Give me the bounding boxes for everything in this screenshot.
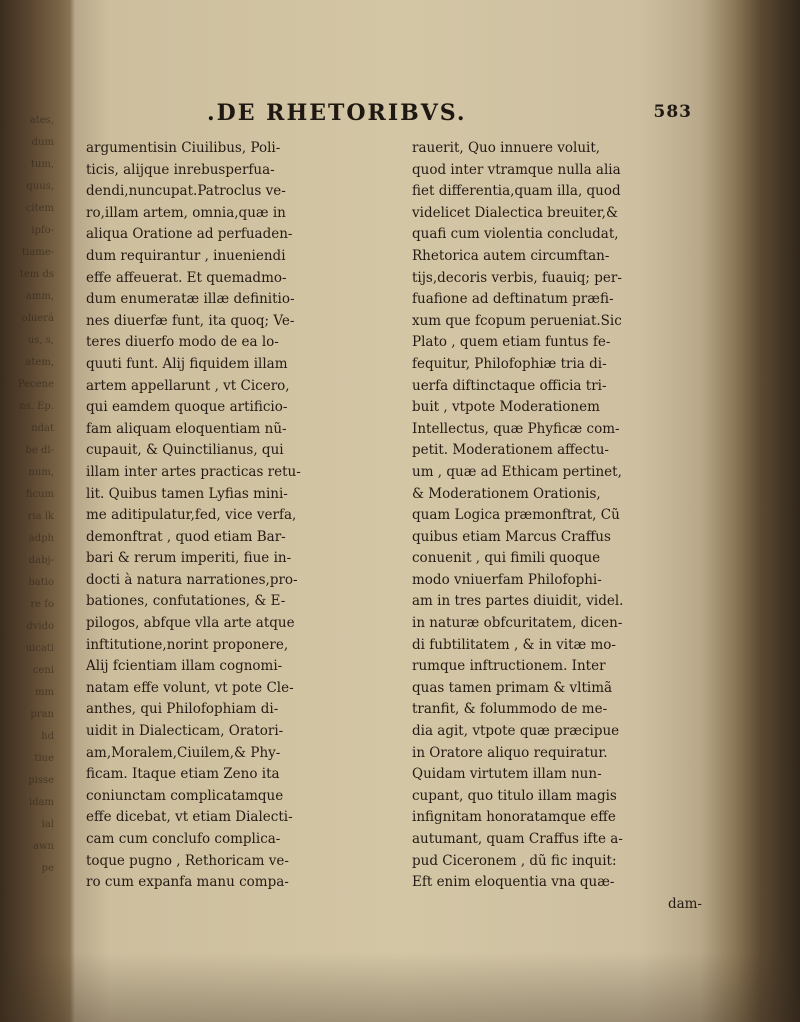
text-line: Quidam virtutem illam nun- [412,766,602,783]
text-line: fequitur, Philofophiæ tria di- [412,355,607,372]
bleed-fragment: batio [28,577,54,588]
text-line: quod inter vtramque nulla alia [412,161,621,178]
bleed-fragment: dum [31,137,54,148]
text-line: qui eamdem quoque artificio- [86,399,288,416]
text-line: inftitutione,norint proponere, [86,636,289,653]
text-line: Rhetorica autem circumftan- [412,247,610,264]
text-line: bari & rerum imperiti, fiue in- [86,550,292,567]
text-line: dia agit, vtpote quæ præcipue [412,723,620,740]
text-line: cupauit, & Quinctilianus, qui [86,442,284,459]
left-page-bleed [0,110,58,874]
bleed-fragment: idam [28,797,54,808]
text-line: ro cum expanfa manu compa- [86,874,289,891]
text-line: nes diuerfæ funt, ita quoq; Ve- [86,312,295,329]
text-line: in Oratore aliquo requiratur. [412,744,608,761]
bleed-fragment: quus, [26,181,54,192]
left-text-column [86,138,406,894]
text-line: fiet differentia,quam illa, quod [412,183,621,200]
text-line: dum requirantur , inueniendi [86,247,286,264]
right-text-column [412,138,730,915]
text-line: me aditipulatur,fed, vice verfa, [86,507,297,524]
bleed-fragment: mm [35,687,54,698]
text-line: Intellectus, quæ Phyficæ com- [412,420,620,437]
text-line: Plato , quem etiam funtus fe- [412,334,611,351]
bleed-fragment: be dl- [25,445,54,456]
text-line: lit. Quibus tamen Lyfias mini- [86,485,288,502]
text-line: coniunctam complicatamque [86,787,284,804]
text-line: pud Ciceronem , dũ fic inquit: [412,852,617,869]
text-line: toque pugno , Rethoricam ve- [86,852,289,869]
text-line: illam inter artes practicas retu- [86,463,301,480]
bleed-fragment: ipfo- [31,225,54,236]
text-line: docti à natura narrationes,pro- [86,571,298,588]
bleed-fragment: tem ds [19,269,54,280]
text-line: fam aliquam eloquentiam nũ- [86,420,287,437]
bleed-fragment: re fo [30,599,54,610]
text-line: buit , vtpote Moderationem [412,399,600,416]
text-line: dendi,nuncupat.Patroclus ve- [86,183,286,200]
bleed-fragment: ria lk [27,511,54,522]
text-line: Alij fcientiam illam cognomi- [86,658,283,675]
bleed-fragment: oluerá [21,313,54,324]
text-line: quuti funt. Alij fiquidem illam [86,355,288,372]
page-number: 583 [653,102,692,122]
running-header [172,100,692,130]
bleed-fragment: atem, [25,357,54,368]
text-line: aliqua Oratione ad perfuaden- [86,226,293,243]
text-line: rauerit, Quo innuere voluit, [412,140,601,156]
text-line: quafi cum violentia concludat, [412,226,619,243]
bleed-fragment: Pecene [17,379,54,390]
text-line: pilogos, abfque vlla arte atque [86,615,295,632]
text-line: videlicet Dialectica breuiter,& [412,204,618,221]
text-line: tranfit, & folummodo de me- [412,701,608,718]
bleed-fragment: dvido [26,621,54,632]
bleed-fragment: pran [30,709,54,720]
page-title: .DE RHETORIBVS. [207,100,467,126]
bleed-fragment: ial [41,819,54,830]
bleed-fragment: ns. Ep. [19,401,54,412]
text-line: effe dicebat, vt etiam Dialecti- [86,809,293,826]
text-line: modo vniuerfam Philofophi- [412,571,602,588]
bleed-fragment: dabj- [28,555,54,566]
book-page [72,80,732,980]
text-line: quam Logica præmonftrat, Cũ [412,507,620,524]
text-line: fuafione ad deftinatum præfi- [412,291,614,308]
bleed-fragment: tiame- [22,247,54,258]
text-line: teres diuerfo modo de ea lo- [86,334,279,351]
text-line: quibus etiam Marcus Craffus [412,528,611,545]
text-line: ro,illam artem, omnia,quæ in [86,204,286,221]
text-line: quas tamen primam & vltimã [412,679,613,696]
text-line: argumentisin Ciuilibus, Poli- [86,140,281,156]
text-line: & Moderationem Orationis, [412,485,601,502]
text-line: am,Moralem,Ciuilem,& Phy- [86,744,281,761]
text-line: cupant, quo titulo illam magis [412,787,617,804]
text-line: anthes, qui Philofophiam di- [86,701,279,718]
text-line: Eft enim eloquentia vna quæ- [412,874,615,891]
text-line: bationes, confutationes, & E- [86,593,286,610]
bleed-fragment: ndat [31,423,54,434]
bleed-fragment: ficum [25,489,54,500]
text-line: dum enumeratæ illæ definitio- [86,291,295,308]
bleed-fragment: num, [28,467,54,478]
bleed-fragment: uicati [25,643,54,654]
text-line: tijs,decoris verbis, fuauiq; per- [412,269,622,286]
text-line: xum que fcopum perueniat.Sic [412,312,622,329]
text-line: demonftrat , quod etiam Bar- [86,528,286,545]
bleed-fragment: pe [41,863,54,874]
bleed-fragment: us, s, [27,335,54,346]
text-line: di fubtilitatem , & in vitæ mo- [412,636,616,653]
catchword: dam- [667,895,702,912]
bleed-fragment: tum, [30,159,54,170]
text-line: effe affeuerat. Et quemadmo- [86,269,287,286]
text-line: cam cum conclufo complica- [86,831,281,847]
text-line: uerfa diftinctaque officia tri- [412,377,607,394]
bleed-fragment: hd [41,731,54,742]
bleed-fragment: ceni [32,665,54,676]
text-line: natam effe volunt, vt pote Cle- [86,679,294,696]
bleed-fragment: ates, [29,115,54,126]
bleed-fragment: amm, [25,291,54,302]
text-line: am in tres partes diuidit, videl. [412,593,624,610]
bleed-fragment: citem [25,203,54,214]
text-line: ficam. Itaque etiam Zeno ita [86,766,280,783]
text-line: in naturæ obfcuritatem, dicen- [412,615,623,632]
bleed-fragment: awn [33,841,54,852]
text-line: autumant, quam Craffus ifte a- [412,831,623,847]
text-line: artem appellarunt , vt Cicero, [86,377,290,394]
bleed-fragment: adph [28,533,54,544]
page-bottom-shadow [0,952,800,1022]
text-line: infignitam honoratamque effe [412,809,616,826]
bleed-fragment: tiue [34,753,54,764]
text-line: um , quæ ad Ethicam pertinet, [412,463,622,480]
text-line: rumque inftructionem. Inter [412,658,606,675]
text-line: petit. Moderationem affectu- [412,442,609,459]
text-line: uidit in Dialecticam, Oratori- [86,723,284,740]
text-line: conuenit , qui fimili quoque [412,550,601,567]
text-line: ticis, alijque inrebusperfua- [86,161,275,178]
bleed-fragment: pisse [28,775,54,786]
